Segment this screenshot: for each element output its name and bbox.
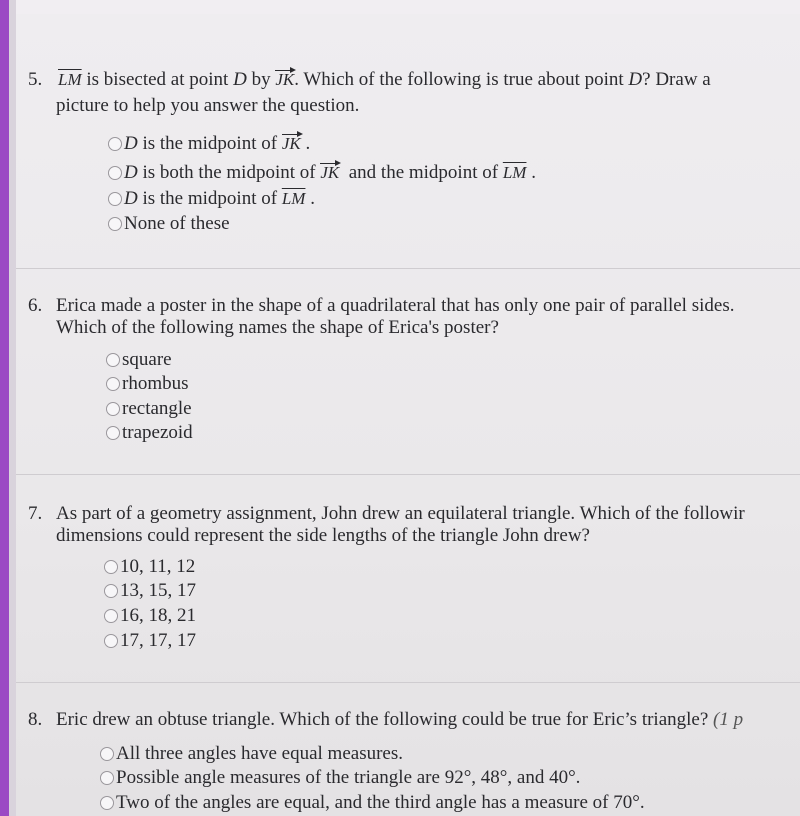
question-8-line-1 — [28, 708, 743, 732]
answer-option[interactable] — [106, 348, 172, 372]
question-7-line-1 — [28, 502, 745, 526]
option-label: is the midpoint of — [142, 188, 278, 209]
option-label: All three angles have equal measures. — [116, 743, 403, 764]
border-shade — [9, 0, 16, 816]
option-label: Possible angle measures of the triangle are 92°, 48°, and 40°. — [116, 767, 581, 788]
option-punct: . — [310, 188, 315, 209]
point-d: D — [628, 69, 643, 90]
answer-option[interactable] — [104, 579, 196, 603]
question-6-line-1 — [28, 294, 734, 318]
question-number: 5. — [28, 69, 43, 90]
question-5-line-1 — [28, 68, 711, 92]
accent-border — [0, 0, 9, 816]
point-d: D — [233, 69, 247, 90]
answer-option[interactable] — [104, 629, 196, 653]
question-5-line-2: picture to help you answer the question. — [56, 95, 360, 116]
point-d: D — [124, 188, 138, 209]
answer-option[interactable] — [106, 397, 192, 421]
option-label: None of these — [124, 213, 230, 234]
window-top-bar — [0, 0, 800, 15]
answer-option[interactable] — [106, 372, 189, 396]
question-divider — [16, 268, 800, 269]
point-d: D — [124, 133, 138, 154]
question-text: As part of a geometry assignment, John drew an equilateral triangle. Which of the followir — [56, 503, 745, 524]
question-text: ? Draw a — [642, 69, 711, 90]
question-text: Erica made a poster in the shape of a quadrilateral that has only one pair of parallel sides. — [56, 295, 735, 316]
radio-button[interactable] — [100, 747, 114, 761]
radio-button[interactable] — [108, 192, 122, 206]
option-label: is both the midpoint of — [142, 162, 316, 183]
radio-button[interactable] — [108, 217, 122, 231]
question-text: by — [251, 69, 271, 90]
option-label: and the midpoint of — [348, 162, 499, 183]
question-divider — [16, 682, 800, 683]
question-text: Eric drew an obtuse triangle. Which of the following could be true for Eric’s triangle? — [56, 709, 709, 730]
answer-option[interactable] — [104, 604, 196, 628]
point-d: D — [124, 162, 138, 183]
radio-button[interactable] — [108, 166, 122, 180]
option-label: square — [122, 349, 172, 370]
radio-button[interactable] — [104, 560, 118, 574]
option-punct: . — [531, 162, 536, 183]
radio-button[interactable] — [100, 771, 114, 785]
option-label: rectangle — [122, 398, 192, 419]
option-label: 16, 18, 21 — [120, 605, 196, 626]
answer-option[interactable] — [108, 132, 310, 156]
radio-button[interactable] — [104, 634, 118, 648]
answer-option[interactable] — [108, 212, 230, 236]
radio-button[interactable] — [106, 377, 120, 391]
answer-option[interactable] — [108, 161, 536, 185]
ray-jk: JK — [275, 68, 294, 92]
answer-option[interactable] — [106, 421, 193, 445]
ray-jk: JK — [320, 161, 339, 185]
radio-button[interactable] — [108, 137, 122, 151]
question-7-line-2: dimensions could represent the side lengths of the triangle John drew? — [56, 525, 590, 546]
option-label: rhombus — [122, 373, 189, 394]
question-6-line-2: Which of the following names the shape of Erica's poster? — [56, 317, 499, 338]
option-label: Two of the angles are equal, and the third angle has a measure of 70°. — [116, 792, 645, 813]
question-text: . Which of the following is true about point — [294, 69, 624, 90]
answer-option[interactable] — [108, 187, 315, 211]
option-label: 17, 17, 17 — [120, 630, 196, 651]
radio-button[interactable] — [106, 402, 120, 416]
option-punct: . — [305, 133, 311, 154]
ray-jk: JK — [282, 132, 301, 156]
radio-button[interactable] — [104, 609, 118, 623]
radio-button[interactable] — [106, 353, 120, 367]
segment-lm: $\overline{LM}$ — [502, 163, 527, 182]
option-label: 13, 15, 17 — [120, 580, 196, 601]
radio-button[interactable] — [100, 796, 114, 810]
question-number: 8. — [28, 709, 43, 730]
segment-lm: $\overline{LM}$ — [281, 189, 306, 208]
radio-button[interactable] — [104, 584, 118, 598]
points-label: (1 p — [713, 709, 744, 730]
answer-option[interactable] — [100, 766, 580, 790]
option-label: 10, 11, 12 — [120, 556, 196, 577]
question-text: is bisected at point — [86, 69, 229, 90]
segment-lm: $\overline{LM}$ — [58, 70, 82, 89]
option-label: is the midpoint of — [142, 133, 278, 154]
question-number: 7. — [28, 503, 43, 524]
answer-option[interactable] — [100, 791, 645, 815]
question-number: 6. — [28, 295, 43, 316]
radio-button[interactable] — [106, 426, 120, 440]
answer-option[interactable] — [104, 555, 195, 579]
question-divider — [16, 474, 800, 475]
answer-option[interactable] — [100, 742, 403, 766]
option-label: trapezoid — [122, 422, 193, 443]
